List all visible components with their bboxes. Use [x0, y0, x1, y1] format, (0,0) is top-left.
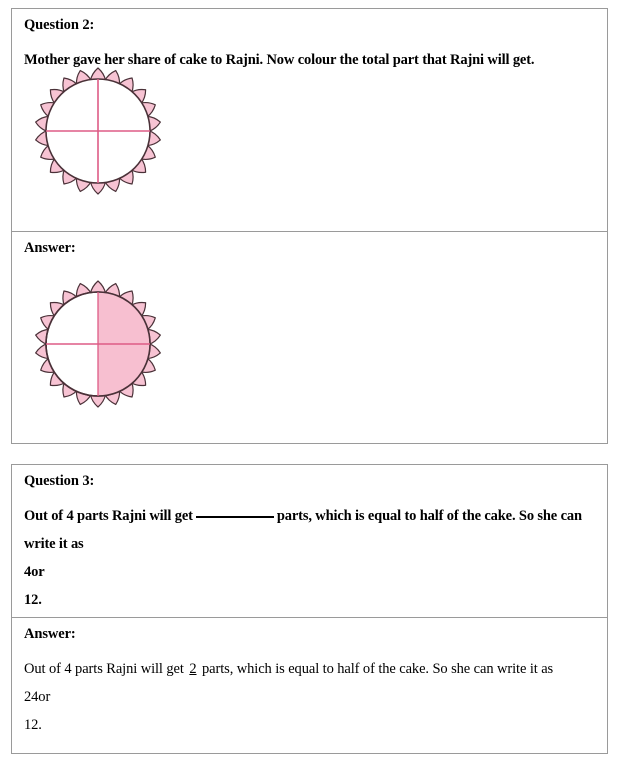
question-2-cell: [12, 9, 607, 231]
question-2-table: [11, 8, 608, 444]
cake-uncoloured-svg: [32, 65, 164, 197]
answer-2-heading: Answer:: [24, 240, 76, 256]
answer-3-part-2: parts, which is equal to half of the cake. So she can write it as: [202, 660, 554, 677]
question-3-prompt: [24, 502, 595, 559]
question-3-prompt-part-1: Out of 4 parts Rajni will get: [24, 507, 193, 524]
question-3-blank[interactable]: [196, 516, 274, 518]
answer-3-filled-value: 2: [189, 660, 197, 677]
answer-3-heading: Answer:: [24, 626, 76, 642]
answer-3-part-1: Out of 4 parts Rajni will get: [24, 660, 184, 677]
question-3-heading: Question 3:: [24, 473, 95, 489]
question-2-heading: Question 2:: [24, 17, 95, 33]
question-2-prompt: Mother gave her share of cake to Rajni. Now colour the total part that Rajni will get.: [24, 51, 535, 68]
question-3-table: [11, 464, 608, 754]
question-3-prompt-part-2: parts, which is equal to half of the cake. So she can write it as: [24, 507, 582, 552]
cake-diagram-uncoloured: [32, 65, 164, 197]
answer-3-line-2: 24or: [24, 688, 51, 705]
question-3-cell: [12, 465, 607, 617]
question-3-line-3: 4or: [24, 564, 45, 581]
cake-coloured-svg: [32, 278, 164, 410]
question-3-line-4: 12.: [24, 592, 42, 609]
answer-2-cell: [12, 231, 607, 443]
cake-diagram-coloured: [32, 278, 164, 410]
answer-3-cell: [12, 617, 607, 753]
answer-3-line-3: 12.: [24, 717, 42, 734]
answer-3-line-1: [24, 655, 595, 683]
